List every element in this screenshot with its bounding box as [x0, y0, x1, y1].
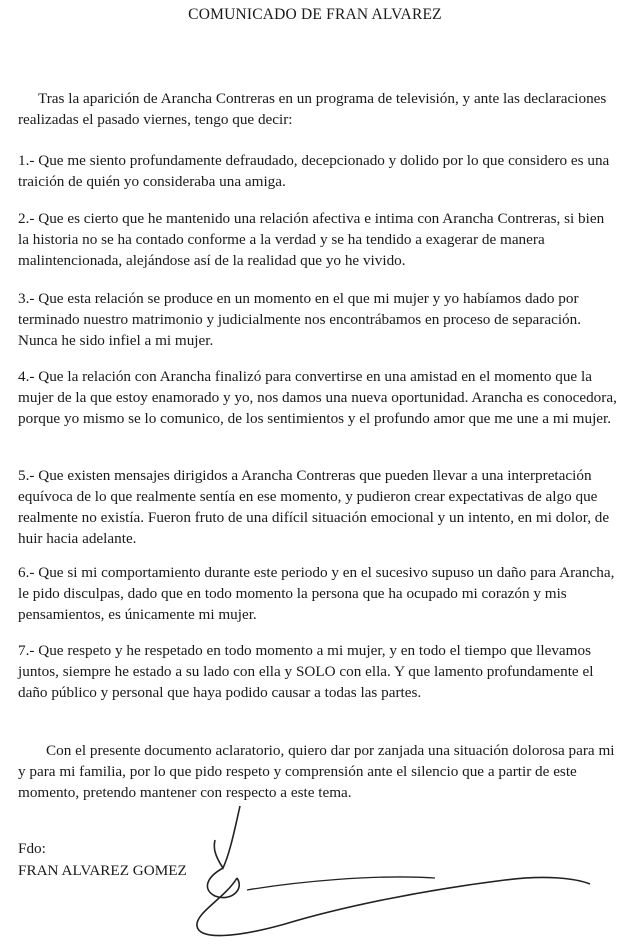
handwritten-signature	[175, 798, 595, 946]
intro-paragraph: Tras la aparición de Arancha Contreras en un programa de televisión, y ante las declaraciones realizadas el pasado viernes, tengo que decir:	[18, 90, 607, 128]
signature-label: Fdo:	[18, 840, 46, 857]
point-1: 1.- Que me siento profundamente defraudado, decepcionado y dolido por lo que considero es una traición de quién yo consideraba una amiga.	[18, 152, 610, 190]
closing-paragraph: Con el presente documento aclaratorio, quiero dar por zanjada una situación dolorosa para mi y para mi familia, por lo que pido respeto y comprensión ante el silencio que a partir de este momento, pretendo mantener con respecto a este tema.	[18, 742, 615, 801]
point-2: 2.- Que es cierto que he mantenido una relación afectiva e intima con Arancha Contreras, si bien la historia no se ha contado conforme a la verdad y se ha tendido a exagerar de manera malintencionada, alejándose así de la realidad que yo he vivido.	[18, 210, 605, 269]
signatory-name: FRAN ALVAREZ GOMEZ	[18, 862, 187, 879]
point-4: 4.- Que la relación con Arancha finalizó para convertirse en una amistad en el momento que la mujer de la que estoy enamorado y yo, nos damos una nueva oportunidad. Arancha es conocedora, porque yo mismo se lo comunico, de los sentimientos y el profundo amor que me une a mi mujer.	[18, 368, 617, 427]
point-7: 7.- Que respeto y he respetado en todo momento a mi mujer, y en todo el tiempo que llevamos juntos, siempre he estado a su lado con ella y SOLO con ella. Y que lamento profundamente el daño público y personal que haya podido causar a todas las partes.	[18, 642, 594, 701]
signature-block	[18, 838, 187, 882]
point-3: 3.- Que esta relación se produce en un momento en el que mi mujer y yo habíamos dado por terminado nuestro matrimonio y judicialmente nos encontrábamos en proceso de separación. Nunca he sido infiel a mi mujer.	[18, 290, 582, 349]
document-title: COMUNICADO DE FRAN ALVAREZ	[188, 6, 442, 23]
point-5: 5.- Que existen mensajes dirigidos a Arancha Contreras que pueden llevar a una interpretación equívoca de lo que realmente sentía en ese momento, y pudieron crear expectativas de algo que realmente no existía. Fueron fruto de una difícil situación emocional y un intento, en mi dolor, de huir hacia adelante.	[18, 467, 610, 547]
point-6: 6.- Que si mi comportamiento durante este periodo y en el sucesivo supuso un daño para Arancha, le pido disculpas, dado que en todo momento la persona que ha ocupado mi corazón y mis pensamientos, es únicamente mi mujer.	[18, 564, 615, 623]
